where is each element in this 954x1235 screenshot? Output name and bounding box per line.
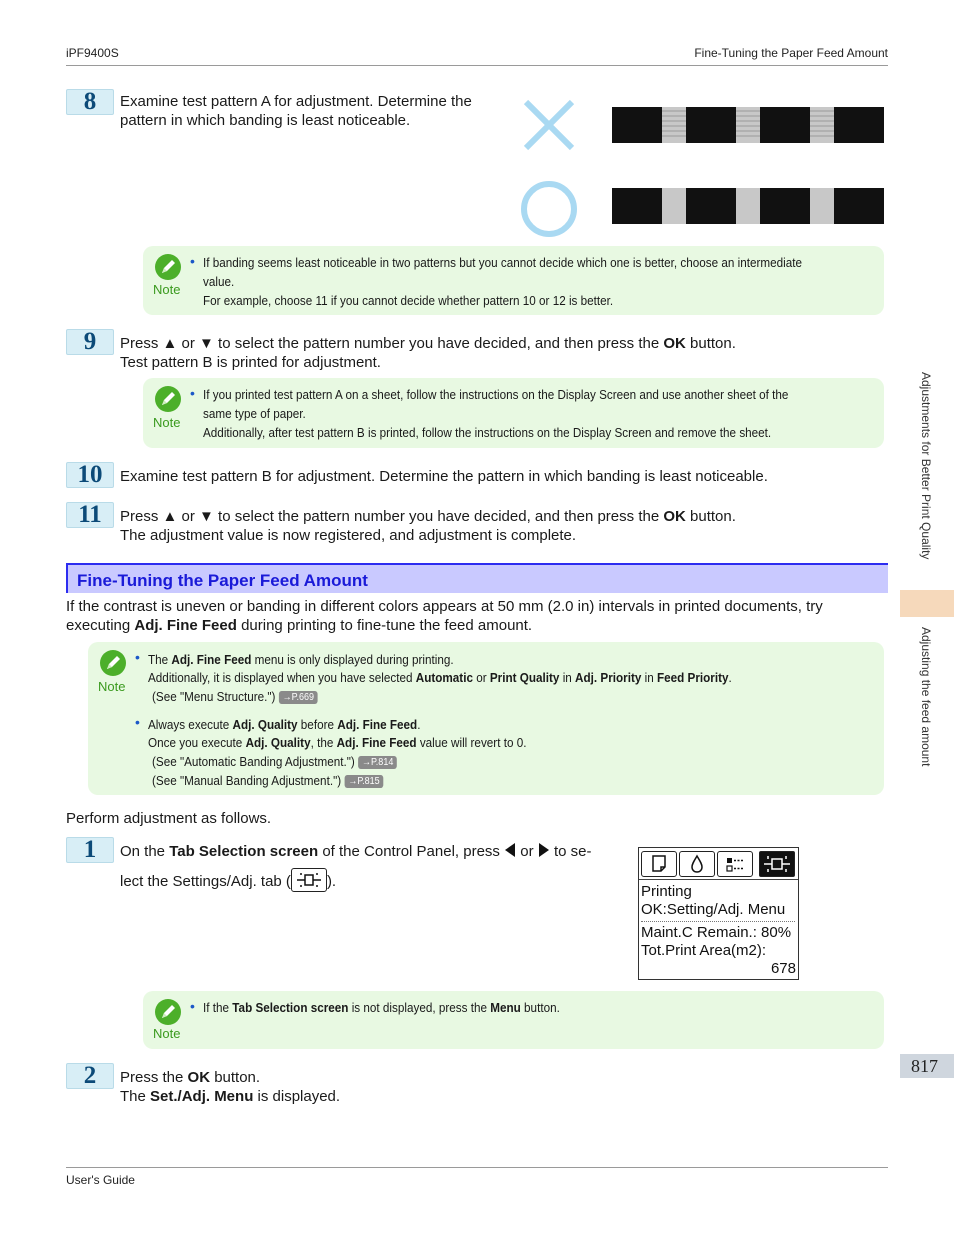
t: Adj. Fine Feed [336, 735, 417, 750]
note-pencil-icon [155, 254, 181, 280]
lcd-divider [639, 879, 798, 880]
step-11-line2: The adjustment value is now registered, and adjustment is complete. [120, 527, 577, 544]
tab-job [717, 851, 753, 877]
t: before [297, 717, 338, 732]
t: . [728, 670, 732, 685]
step-number-1: 1 [66, 837, 114, 863]
step-9-text: Press ▲ or ▼ to select the pattern number you have decided, and then press the [120, 335, 664, 352]
step-number-11: 11 [66, 502, 114, 528]
t: of the Control Panel, press [318, 843, 500, 860]
sidebar-active-tab [900, 590, 954, 617]
note-2-line2: same type of paper. [203, 406, 306, 421]
t: in [559, 670, 576, 685]
sidebar-subsection-title[interactable]: Adjusting the feed amount [919, 627, 933, 767]
step-number-8: 8 [66, 89, 114, 115]
t: is not displayed, press the [348, 1000, 491, 1015]
step-2-line1 [120, 1068, 260, 1087]
note-box [143, 378, 884, 448]
section-title: Fine-Tuning the Paper Feed Amount [77, 571, 368, 590]
page-number-box [900, 1054, 954, 1078]
t: or [520, 843, 534, 860]
see-reference: (See "Automatic Banding Adjustment.") [152, 754, 355, 769]
t: Press the [120, 1069, 188, 1086]
sidebar-chapter-title[interactable]: Adjustments for Better Print Quality [919, 372, 933, 560]
t: Menu [490, 1000, 521, 1015]
note-label: Note [153, 1026, 181, 1041]
step-8-line1: Examine test pattern A for adjustment. Determine the [120, 93, 472, 110]
t: in [641, 670, 657, 685]
step-number-9: 9 [66, 329, 114, 355]
t: . [417, 717, 421, 732]
t: Once you execute [148, 735, 246, 750]
lcd-status: Printing [641, 883, 692, 900]
header-rule [66, 65, 888, 66]
note-3-line4 [148, 715, 420, 734]
settings-adj-tab-icon [291, 868, 327, 892]
t: Print Quality [489, 670, 560, 685]
note-box [143, 246, 884, 315]
header-left: iPF9400S [66, 46, 119, 60]
t: Automatic [415, 670, 473, 685]
note-3-line3 [152, 687, 318, 706]
note-1-line3: For example, choose 11 if you cannot decide whether pattern 10 or 12 is better. [203, 293, 614, 308]
adj-fine-feed-ref: Adj. Fine Feed [134, 617, 237, 634]
step-11-line1 [120, 507, 736, 526]
t: or [472, 670, 490, 685]
note-box [143, 991, 884, 1049]
step-1-line2 [120, 868, 336, 892]
note-3-line2 [148, 668, 732, 687]
test-pattern-bad [612, 107, 884, 143]
lcd-dotted-divider [641, 921, 795, 922]
note-3-line6 [152, 752, 397, 771]
note-3-line7 [152, 771, 383, 790]
bullet-icon: • [190, 253, 195, 269]
step-11-text: Press ▲ or ▼ to select the pattern number you have decided, and then press the [120, 508, 664, 525]
intro-text-end: during printing to fine-tune the feed amount. [236, 617, 533, 634]
lcd-print-area-value: 678 [770, 960, 796, 977]
lcd-ok-hint: OK:Setting/Adj. Menu [641, 901, 786, 918]
step-9-line1 [120, 334, 736, 353]
note-3-line1 [148, 650, 454, 669]
ok-button-ref: OK [663, 335, 686, 352]
step-11-text-end: button. [685, 508, 736, 525]
t: Tab Selection screen [232, 1000, 349, 1015]
footer-rule [66, 1167, 888, 1168]
t: menu is only displayed during printing. [251, 652, 454, 667]
t: Adj. Priority [575, 670, 642, 685]
section-intro-line2 [66, 616, 532, 635]
tab-selection-screen-ref: Tab Selection screen [169, 843, 319, 860]
step-8-line2: pattern in which banding is least noticeable. [120, 112, 411, 129]
step-number-10: 10 [66, 462, 114, 488]
t: , the [310, 735, 337, 750]
t: button. [210, 1069, 261, 1086]
right-arrow-icon [538, 843, 550, 857]
t: to se- [553, 843, 592, 860]
note-1-line1: If banding seems least noticeable in two patterns but you cannot decide which one is better, choose an intermediate [203, 255, 803, 270]
t: lect the Settings/Adj. tab ( [120, 873, 291, 890]
t: If the [203, 1000, 233, 1015]
bullet-icon: • [190, 998, 195, 1014]
section-intro-line1: If the contrast is uneven or banding in different colors appears at 50 mm (2.0 in) intervals in printed documents, try [66, 598, 823, 615]
step-9-text-end: button. [685, 335, 736, 352]
t: ). [326, 873, 337, 890]
test-pattern-good [612, 188, 884, 224]
t: button. [520, 1000, 560, 1015]
step-1-line1 [120, 842, 591, 861]
left-arrow-icon [504, 843, 516, 857]
lcd-maint-remain: Maint.C Remain.: 80% [641, 924, 792, 941]
ok-button-ref: OK [663, 508, 686, 525]
perform-text: Perform adjustment as follows. [66, 810, 272, 827]
good-pattern-circle-icon [518, 178, 580, 240]
t: The [120, 1088, 151, 1105]
bad-pattern-cross-icon [520, 98, 578, 152]
t: value will revert to 0. [416, 735, 527, 750]
t: Adj. Fine Feed [171, 652, 252, 667]
note-label: Note [153, 415, 181, 430]
header-right: Fine-Tuning the Paper Feed Amount [694, 46, 888, 60]
bullet-icon: • [135, 714, 140, 730]
see-reference: (See "Manual Banding Adjustment.") [152, 773, 342, 788]
t: On the [120, 843, 170, 860]
step-10-text: Examine test pattern B for adjustment. Determine the pattern in which banding is least noticeable. [120, 468, 768, 485]
t: is displayed. [253, 1088, 341, 1105]
step-9-line2: Test pattern B is printed for adjustment. [120, 354, 381, 371]
t: Adj. Fine Feed [337, 717, 418, 732]
footer-text: User's Guide [66, 1173, 135, 1187]
control-panel-display [638, 847, 799, 980]
note-3-line5 [148, 733, 526, 752]
t: Always execute [148, 717, 233, 732]
page-link-669[interactable]: →P.669 [279, 691, 318, 704]
note-pencil-icon [155, 999, 181, 1025]
note-pencil-icon [100, 650, 126, 676]
note-label: Note [98, 679, 126, 694]
bullet-icon: • [135, 649, 140, 665]
t: Adj. Quality [245, 735, 311, 750]
ok-button-ref: OK [187, 1069, 211, 1086]
page-number: 817 [911, 1056, 938, 1076]
tab-paper [641, 851, 677, 877]
step-number-2: 2 [66, 1063, 114, 1089]
note-box [88, 642, 884, 795]
note-4-line1 [203, 998, 560, 1017]
t: Feed Priority [656, 670, 729, 685]
note-pencil-icon [155, 386, 181, 412]
intro-text: executing [66, 617, 135, 634]
see-reference: (See "Menu Structure.") [152, 689, 276, 704]
page-link-815[interactable]: →P.815 [345, 775, 384, 788]
section-heading [66, 563, 888, 593]
step-2-line2 [120, 1087, 340, 1106]
tab-ink [679, 851, 715, 877]
page-link-814[interactable]: →P.814 [358, 756, 397, 769]
tab-settings-adj-selected [759, 851, 795, 877]
note-2-line3: Additionally, after test pattern B is printed, follow the instructions on the Display Screen and remove the sheet. [203, 425, 772, 440]
bullet-icon: • [190, 385, 195, 401]
t: Adj. Quality [232, 717, 298, 732]
lcd-print-area-label: Tot.Print Area(m2): [641, 942, 767, 959]
note-1-line2: value. [203, 274, 235, 289]
note-2-line1: If you printed test pattern A on a sheet, follow the instructions on the Display Screen and use another sheet of the [203, 387, 789, 402]
note-label: Note [153, 282, 181, 297]
t: Additionally, it is displayed when you have selected [148, 670, 416, 685]
t: The [148, 652, 172, 667]
set-adj-menu-ref: Set./Adj. Menu [150, 1088, 254, 1105]
